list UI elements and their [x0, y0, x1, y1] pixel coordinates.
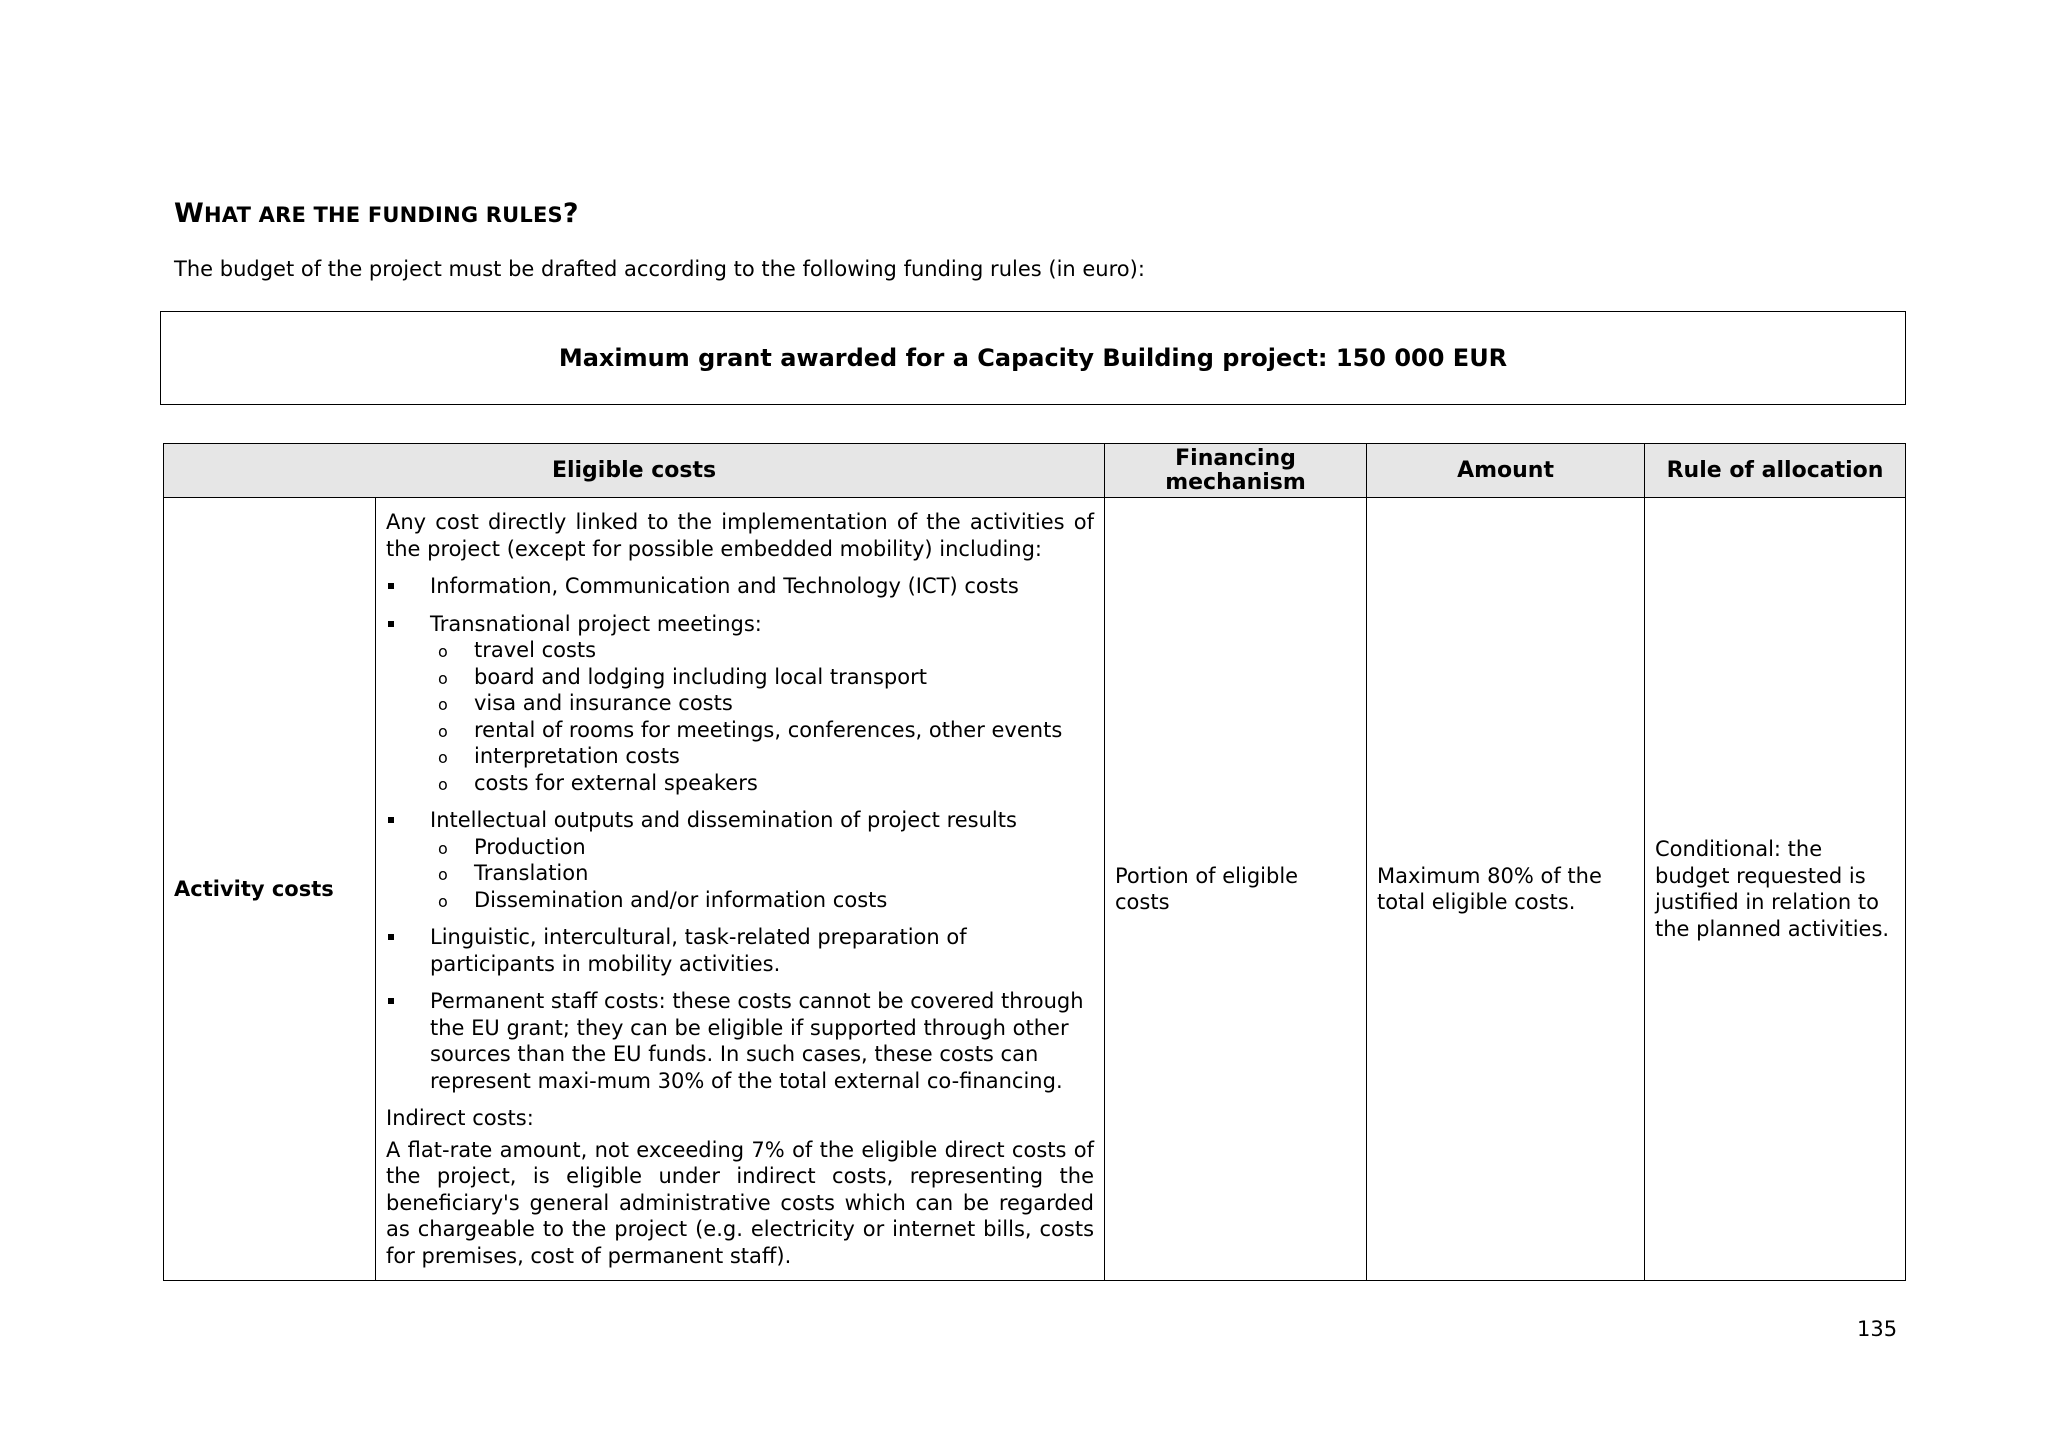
funding-rules-table [163, 443, 1906, 1281]
circle-bullet-icon: o [438, 668, 448, 688]
header-financing-mechanism: Financing mechanism [1105, 444, 1367, 498]
amount-cell: Maximum 80% of the total eligible costs. [1367, 498, 1645, 1281]
circle-bullet-icon: o [438, 642, 448, 661]
cost-item [386, 807, 1094, 913]
sub-item-text: interpretation costs [474, 744, 680, 768]
cost-item [386, 988, 1094, 1094]
sub-item [386, 690, 1094, 717]
indirect-costs-text: A flat-rate amount, not exceeding 7% of the eligible direct costs of the project, is eligible under indirect costs, representing the beneficiary's general administrative costs which can be regarded as chargeable to the project (e.g. electricity or internet bills, costs for premises, cost of permanent staff). [386, 1137, 1095, 1268]
eligible-costs-description [376, 498, 1105, 1281]
table-header-row [164, 444, 1906, 498]
circle-bullet-icon: o [438, 865, 448, 884]
rule-of-allocation-cell: Conditional: the budget requested is justified in relation to the planned activities. [1645, 498, 1906, 1281]
sub-item [386, 887, 1094, 914]
square-bullet-icon [388, 583, 394, 589]
header-rule-of-allocation: Rule of allocation [1645, 444, 1906, 498]
row-label-activity-costs: Activity costs [164, 498, 376, 1281]
circle-bullet-icon: o [438, 748, 448, 767]
financing-mechanism-cell: Portion of eligible costs [1105, 498, 1367, 1281]
header-eligible-costs: Eligible costs [164, 444, 1105, 498]
sub-item-text: visa and insurance costs [474, 691, 733, 715]
sub-item [386, 860, 1094, 887]
circle-bullet-icon: o [438, 774, 448, 794]
sub-item [386, 637, 1094, 664]
square-bullet-icon [388, 621, 394, 627]
intro-text: The budget of the project must be drafted according to the following funding rules (in euro): [174, 257, 1145, 281]
sub-item-text: travel costs [474, 638, 597, 662]
sub-item-text: rental of rooms for meetings, conferences, other events [474, 717, 1063, 742]
section-heading: WHAT ARE THE FUNDING RULES? [174, 198, 579, 229]
sub-item-text: costs for external speakers [474, 770, 758, 795]
sub-item-text: board and lodging including local transport [474, 664, 927, 689]
sub-item-text: Production [474, 834, 586, 859]
cost-item-text: Linguistic, intercultural, task-related preparation of participants in mobility activities. [430, 925, 967, 976]
sub-item-text: Translation [474, 861, 589, 885]
sub-item [386, 664, 1094, 691]
circle-bullet-icon: o [438, 695, 448, 714]
square-bullet-icon [388, 998, 394, 1004]
sub-item [386, 770, 1094, 797]
cost-item [386, 573, 1094, 600]
cost-item [386, 611, 1094, 797]
circle-bullet-icon: o [438, 891, 448, 911]
cost-item [386, 924, 1094, 977]
header-amount: Amount [1367, 444, 1645, 498]
indirect-costs-title: Indirect costs: [386, 1106, 534, 1130]
cost-item-text: Transnational project meetings: [430, 611, 762, 636]
sub-item-list [430, 637, 1094, 796]
sub-item [386, 717, 1094, 744]
sub-item [386, 834, 1094, 861]
table-row [164, 498, 1906, 1281]
square-bullet-icon [388, 817, 394, 823]
square-bullet-icon [388, 934, 394, 940]
description-intro: Any cost directly linked to the implementation of the activities of the project (except for possible embedded mobility) including: [386, 510, 1095, 561]
max-grant-box [160, 311, 1906, 405]
cost-item-text: Permanent staff costs: these costs cannot be covered through the EU grant; they can be eligible if supported through other sources than the EU funds. In such cases, these costs can represent maxi-mum 30% of the total external co-financing. [430, 989, 1084, 1093]
cost-item-text: Information, Communication and Technology (ICT) costs [430, 574, 1019, 598]
sub-item-list [430, 834, 1094, 914]
sub-item [386, 743, 1094, 770]
cost-item-text: Intellectual outputs and dissemination of project results [430, 808, 1017, 832]
circle-bullet-icon: o [438, 721, 448, 741]
circle-bullet-icon: o [438, 838, 448, 858]
max-grant-text: Maximum grant awarded for a Capacity Building project: 150 000 EUR [558, 344, 1508, 372]
page-number: 135 [1857, 1317, 1898, 1341]
sub-item-text: Dissemination and/or information costs [474, 887, 888, 912]
cost-item-list [386, 573, 1094, 1094]
